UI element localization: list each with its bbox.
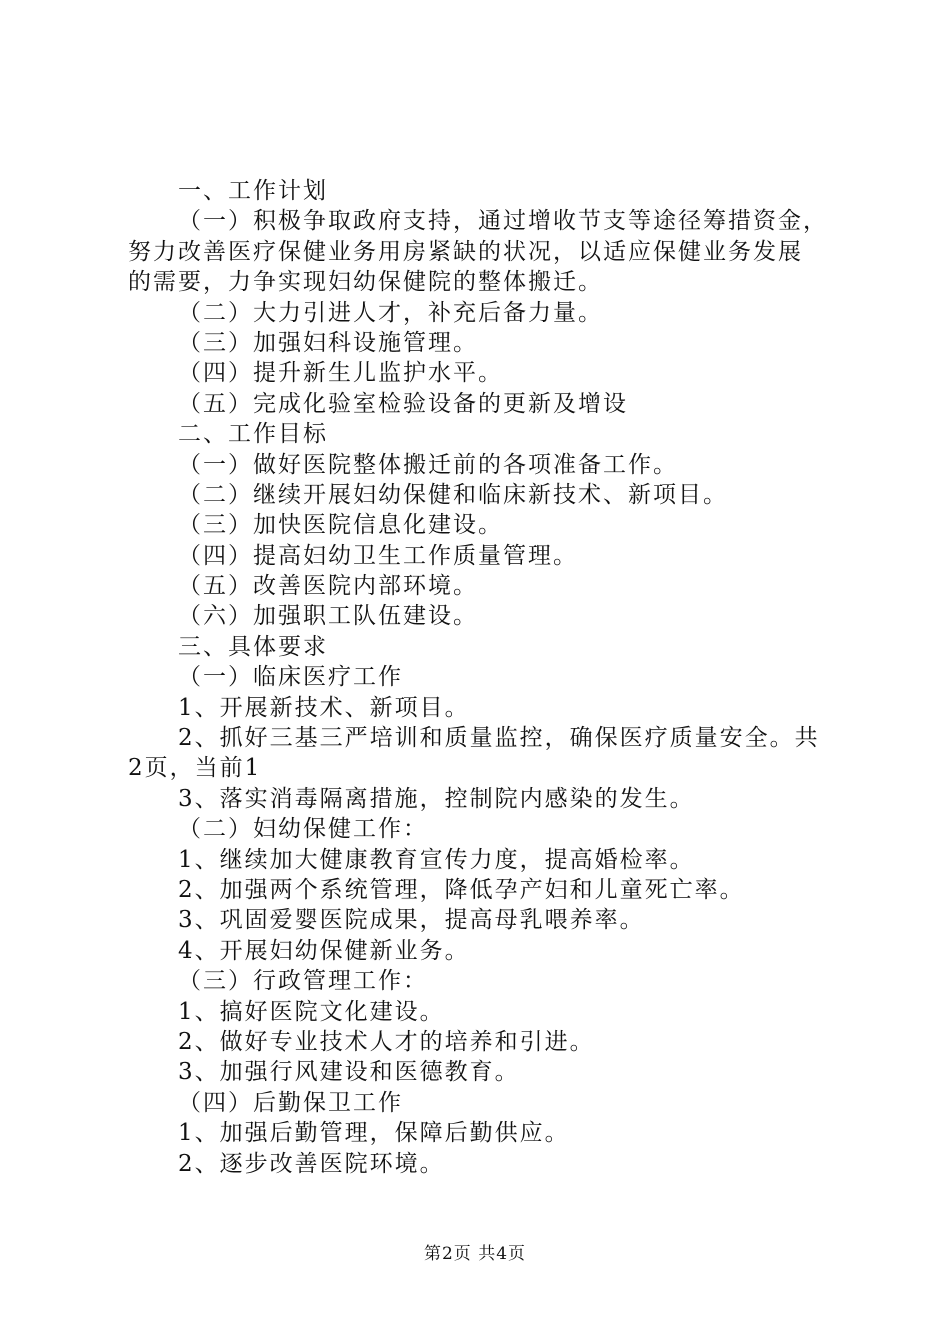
document-line: 1、开展新技术、新项目。 (178, 694, 470, 721)
document-line: （三）行政管理工作： (178, 968, 428, 995)
document-line: 3、加强行风建设和医德教育。 (178, 1059, 520, 1086)
document-body (128, 176, 836, 1179)
document-line: （六）加强职工队伍建设。 (178, 603, 478, 630)
document-line: （一）临床医疗工作 (178, 664, 403, 691)
document-line: （二）继续开展妇幼保健和临床新技术、新项目。 (178, 481, 728, 508)
document-line: 三、具体要求 (178, 633, 328, 660)
document-line: 一、工作计划 (178, 178, 328, 204)
document-line: （四）后勤保卫工作 (178, 1089, 403, 1116)
document-line: （三）加快医院信息化建设。 (178, 512, 503, 539)
document-line: 二、工作目标 (178, 421, 328, 448)
document-line: 2页，当前1 (128, 755, 262, 782)
document-line: 2、逐步改善医院环境。 (178, 1150, 445, 1177)
document-line: 3、巩固爱婴医院成果，提高母乳喂养率。 (178, 907, 645, 934)
document-line: （二）妇幼保健工作： (178, 816, 428, 843)
document-line: （一）积极争取政府支持，通过增收节支等途径筹措资金， (178, 208, 828, 235)
document-line: 4、开展妇幼保健新业务。 (178, 937, 470, 964)
document-line: （四）提高妇幼卫生工作质量管理。 (178, 542, 578, 569)
document-line: （五）改善医院内部环境。 (178, 573, 478, 600)
page-footer: 第2页 共4页 (423, 1244, 527, 1264)
document-line: （一）做好医院整体搬迁前的各项准备工作。 (178, 451, 678, 478)
document-line: 2、抓好三基三严培训和质量监控，确保医疗质量安全。共 (178, 725, 820, 752)
document-line: 的需要，力争实现妇幼保健院的整体搬迁。 (128, 269, 603, 296)
document-line: （五）完成化验室检验设备的更新及增设 (178, 390, 628, 417)
document-line: 2、加强两个系统管理，降低孕产妇和儿童死亡率。 (178, 876, 745, 903)
document-line: 1、加强后勤管理，保障后勤供应。 (178, 1120, 570, 1147)
document-line: （四）提升新生儿监护水平。 (178, 360, 503, 387)
document-line: 2、做好专业技术人才的培养和引进。 (178, 1028, 595, 1055)
document-line: 3、落实消毒隔离措施，控制院内感染的发生。 (178, 785, 695, 812)
document-line: 1、继续加大健康教育宣传力度，提高婚检率。 (178, 846, 695, 873)
document-line: 1、搞好医院文化建设。 (178, 998, 445, 1025)
document-line: 努力改善医疗保健业务用房紧缺的状况，以适应保健业务发展 (128, 238, 803, 265)
document-line: （三）加强妇科设施管理。 (178, 329, 478, 356)
document-line: （二）大力引进人才，补充后备力量。 (178, 299, 603, 326)
